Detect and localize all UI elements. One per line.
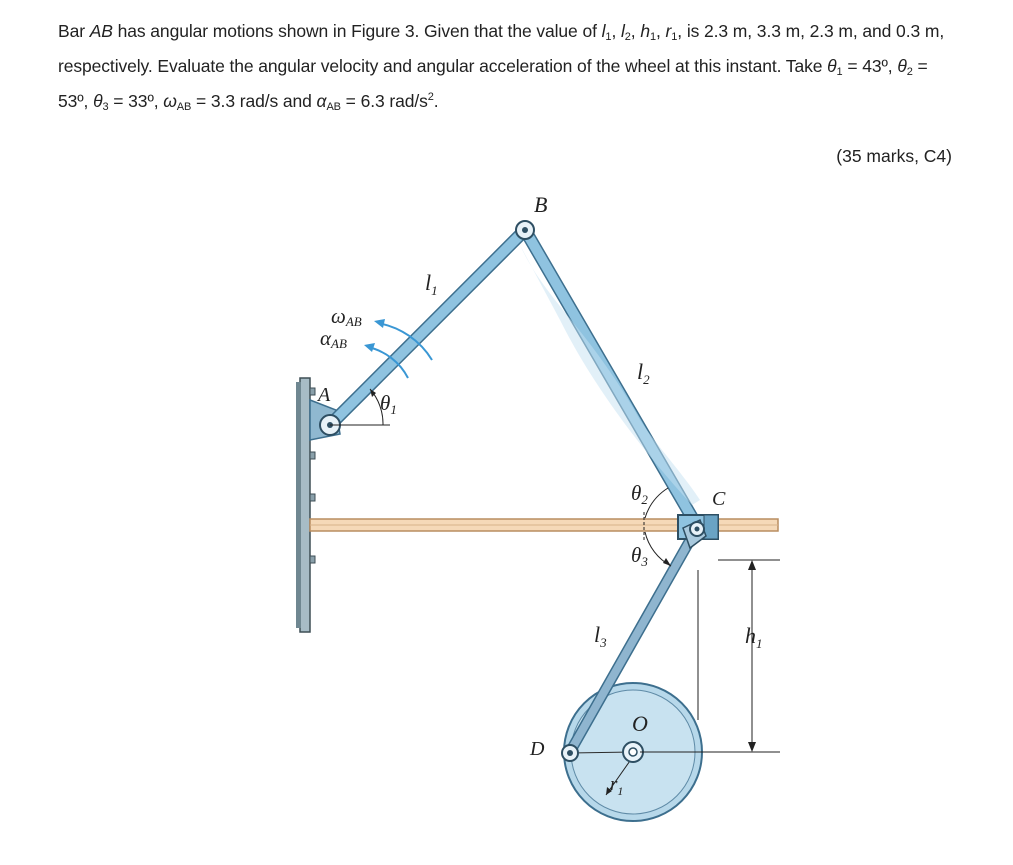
- bolt: [310, 556, 315, 563]
- label-alpha-ab: [320, 326, 347, 351]
- subscript: AB: [176, 101, 192, 113]
- theta1-symbol: θ: [380, 391, 391, 415]
- wall-plate: [300, 378, 310, 632]
- l3-subscript: 3: [600, 635, 607, 650]
- bolt: [310, 452, 315, 459]
- theta3-subscript: 3: [641, 554, 648, 569]
- theta1-subscript: 1: [390, 402, 397, 417]
- subscript: AB: [326, 101, 341, 113]
- value-theta2: = 53º,: [58, 56, 928, 111]
- theta3-arrowhead: [663, 558, 671, 566]
- bolt: [310, 388, 315, 395]
- symbol-r1: r: [665, 21, 672, 41]
- subscript: 1: [671, 31, 678, 43]
- alpha-subscript: AB: [331, 336, 347, 351]
- subscript: 1: [605, 31, 612, 43]
- label-theta1: [380, 391, 397, 417]
- text-segment: .: [433, 91, 439, 111]
- theta2-arc: [645, 488, 668, 518]
- l1-subscript: 1: [431, 283, 438, 298]
- alpha-arrowhead: [364, 343, 375, 352]
- subscript: 1: [649, 31, 656, 43]
- symbol-alpha: α: [316, 91, 327, 111]
- label-l2: [637, 359, 650, 387]
- label-theta2: [631, 481, 648, 507]
- l2-subscript: 2: [643, 372, 650, 387]
- shading: [520, 245, 700, 505]
- value-alpha: = 6.3 rad/s: [340, 91, 428, 111]
- bolt: [310, 494, 315, 501]
- omega-subscript: AB: [345, 314, 362, 329]
- text-segment: , is 2.3 m, 3.3 m, 2.3 m, and 0.3 m, respectively. Evaluate the angular velocity and angular acceleration of the wheel at this instant. Take: [58, 21, 945, 76]
- value-theta1: = 43º,: [842, 56, 898, 76]
- theta3-symbol: θ: [631, 543, 642, 567]
- subscript: 1: [836, 66, 843, 78]
- separator: ,: [611, 21, 621, 41]
- symbol-l2: l: [620, 21, 625, 41]
- separator: ,: [630, 21, 641, 41]
- label-h1: [745, 623, 763, 651]
- subscript: 3: [102, 101, 109, 113]
- symbol-h1: h: [640, 21, 650, 41]
- r1-symbol: r: [610, 774, 618, 795]
- pin-d-center: [567, 750, 573, 756]
- label-a: A: [318, 384, 331, 406]
- h1-arrow-bottom: [748, 742, 756, 752]
- pin-c-center: [695, 527, 700, 532]
- marks-label: (35 marks, C4): [836, 146, 952, 166]
- label-o: O: [632, 711, 648, 736]
- value-theta3: = 33º,: [108, 91, 164, 111]
- h1-subscript: 1: [756, 636, 763, 651]
- label-c: C: [712, 488, 726, 510]
- l3-symbol: l: [594, 622, 601, 647]
- value-omega: = 3.3 rad/s and: [191, 91, 317, 111]
- symbol-omega: ω: [163, 91, 177, 111]
- symbol-theta1: θ: [827, 56, 837, 76]
- label-b: B: [534, 192, 548, 217]
- bar-name: AB: [89, 21, 113, 41]
- symbol-l1: l: [601, 21, 606, 41]
- text-segment: Bar: [58, 21, 90, 41]
- pin-b-center: [522, 227, 528, 233]
- theta2-subscript: 2: [641, 492, 648, 507]
- wheel-hub-pin: [629, 748, 637, 756]
- omega-symbol: ω: [331, 304, 346, 328]
- symbol-theta3: θ: [93, 91, 103, 111]
- r1-subscript: 1: [617, 784, 624, 798]
- subscript: 2: [624, 31, 631, 43]
- wall-plate-shadow: [296, 382, 301, 628]
- symbol-theta2: θ: [897, 56, 907, 76]
- subscript: 2: [906, 66, 913, 78]
- h1-symbol: h: [745, 623, 756, 648]
- l2-symbol: l: [637, 359, 644, 384]
- h1-arrow-top: [748, 560, 756, 570]
- label-l3: [594, 622, 607, 650]
- omega-arrowhead: [374, 319, 385, 328]
- superscript: 2: [427, 91, 434, 103]
- alpha-symbol: α: [320, 326, 332, 350]
- theta2-symbol: θ: [631, 481, 642, 505]
- l1-symbol: l: [425, 270, 432, 295]
- label-d: D: [530, 738, 545, 760]
- label-l1: [425, 270, 438, 298]
- separator: ,: [656, 21, 666, 41]
- label-omega-ab: [331, 304, 362, 329]
- label-theta3: [631, 543, 648, 569]
- text-segment: has angular motions shown in Figure 3. Given that the value of: [112, 21, 602, 41]
